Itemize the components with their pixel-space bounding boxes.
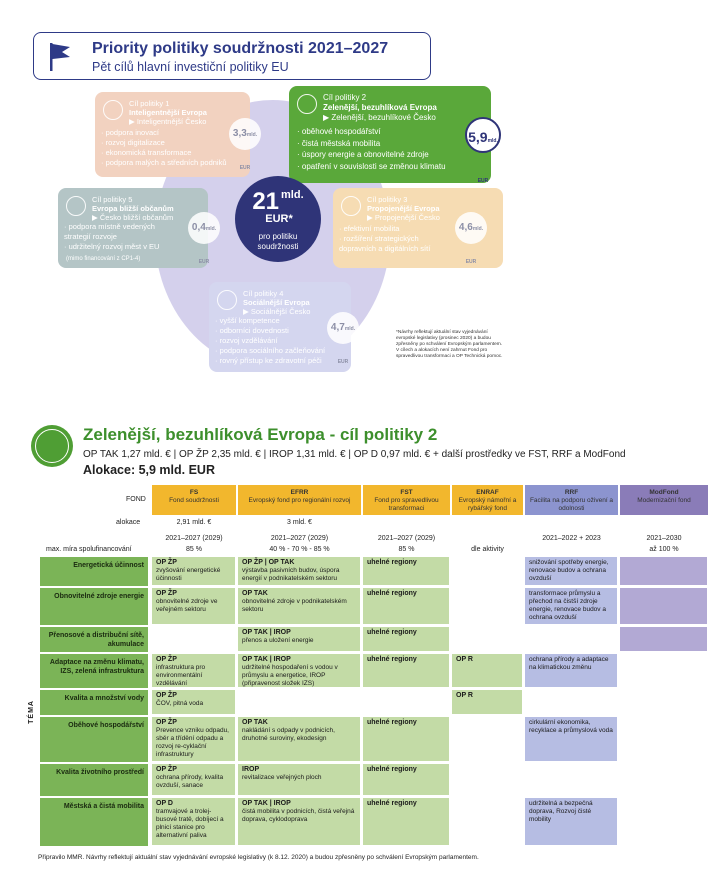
fund-rate: 85 % <box>186 546 202 553</box>
goal-1-subtitle: ▶ Inteligentnější Česko <box>129 117 207 126</box>
cell-text: obnovitelné zdroje ve veřejném sektoru <box>156 598 218 613</box>
table-cell <box>452 588 523 625</box>
amount-unit: mld. EUR <box>337 326 356 365</box>
cell-text: snižování spotřeby energie, renovace budov a ochrana ovzduší <box>529 559 609 582</box>
goal-1-title: Inteligentnější Evropa <box>129 108 207 117</box>
list-item: · podpora místně vedených strategií rozvoje <box>64 222 179 242</box>
goal-3-subtitle: ▶ Propojenější Česko <box>367 213 440 222</box>
cell-text: transformace průmyslu a přechod na čistší zdroje energie, renovace budov a ochrana ovzduší <box>529 590 606 621</box>
cell-program: uhelné regiony <box>367 719 417 726</box>
cell-text: čistá mobilita v podnicích, čistá veřejná doprava, cyklodoprava <box>242 808 355 823</box>
table-cell <box>363 588 450 625</box>
head-icon <box>217 290 237 310</box>
cell-text: přenos a uložení energie <box>242 637 314 644</box>
cell-program: OP ŽP | OP TAK <box>242 559 295 566</box>
cell-text: zvyšování energetické účinnosti <box>156 567 221 582</box>
table-cell <box>620 654 708 688</box>
fund-name: Fond pro spravedlivou transformaci <box>374 497 439 512</box>
fond-label: FOND <box>126 496 146 503</box>
table-cell <box>525 764 618 796</box>
amount-value: 0,4 <box>191 222 206 233</box>
list-item: · čistá městská mobilita <box>297 138 446 150</box>
cell-program: OP ŽP <box>156 559 177 566</box>
cell-program: OP TAK <box>242 719 268 726</box>
list-item: · podpora inovací <box>101 128 227 138</box>
table-cell <box>238 627 361 652</box>
fund-rate: 40 % - 70 % - 85 % <box>269 546 330 553</box>
fund-header-modfond <box>620 485 708 515</box>
fund-rate: dle aktivity <box>471 546 504 553</box>
goal-4-list <box>215 316 325 366</box>
table-cell <box>363 627 450 652</box>
cell-program: OP R <box>456 656 473 663</box>
total-unit: mld. <box>281 189 304 201</box>
cell-program: uhelné regiony <box>367 656 417 663</box>
goal-5-subtitle: ▶ Česko bližší občanům <box>92 213 174 222</box>
amount-value: 4,7 <box>330 322 345 333</box>
goal-2-card <box>289 86 491 183</box>
cell-program: OP D <box>156 800 173 807</box>
table-cell <box>238 557 361 586</box>
total-caption: pro politiku <box>258 232 298 241</box>
cell-program: OP TAK <box>242 590 268 597</box>
cell-program: uhelné regiony <box>367 766 417 773</box>
cell-text: udržitelné hospodaření s vodou v průmyslu a energetice, IROP (připravenost složek IZS) <box>242 664 338 687</box>
table-cell <box>525 798 618 846</box>
goal-3-number: Cíl politiky 3 <box>367 195 408 204</box>
cell-program: OP TAK | IROP <box>242 656 291 663</box>
goal-5-list <box>64 222 179 252</box>
fund-name: Facilita na podporu oživení a odolnosti <box>529 497 614 512</box>
fund-header-fst <box>363 485 450 515</box>
train-icon <box>341 196 361 216</box>
op-allocations: OP TAK 1,27 mld. € | OP ŽP 2,35 mld. € | IROP 1,31 mld. € | OP D 0,97 mld. € + další prostředky ve FST, RRF a ModFond <box>83 449 626 460</box>
goal-3-card <box>333 188 503 268</box>
table-cell <box>238 764 361 796</box>
footnote: *Návrhy reflektují aktuální stav vyjednávání evropské legislativy (prosinec 2020) a budou zpřesněny po schválení Evropským parlamentem. V cílech a alokacích není zahrnut Fond pro spravedlivou transformaci a OP Technická pomoc. <box>396 330 503 359</box>
goal-2-number: Cíl politiky 2 <box>323 93 367 102</box>
table-cell <box>452 557 523 586</box>
fund-rate: až 100 % <box>649 546 679 553</box>
amount-unit: mld. EUR <box>198 226 217 265</box>
list-item: · opatření v souvislosti se změnou klimatu <box>297 161 446 173</box>
location-icon <box>66 196 86 216</box>
goal-1-card <box>95 92 258 177</box>
list-item: · udržitelný rozvoj měst v EU <box>64 242 179 252</box>
fund-name: Modernizační fond <box>637 497 691 504</box>
theme-label: Městská a čistá mobilita <box>40 798 148 846</box>
fund-header-fs <box>152 485 236 515</box>
cell-program: OP ŽP <box>156 766 177 773</box>
cell-program: OP TAK | IROP <box>242 800 291 807</box>
total-value: 21 <box>252 188 280 215</box>
goal-2-subtitle: ▶ Zelenější, bezuhlíkové Česko <box>323 113 436 122</box>
list-item: · rovný přístup ke zdravotní péči <box>215 356 325 366</box>
theme-label: Přenosové a distribuční sítě, akumulace <box>40 627 148 652</box>
table-cell <box>363 690 450 715</box>
table-cell <box>152 764 236 796</box>
fund-rate: 85 % <box>398 546 415 553</box>
cell-program: OP ŽP <box>156 719 177 726</box>
table-cell <box>238 798 361 846</box>
cell-program: OP ŽP <box>156 692 177 699</box>
fund-code: ModFond <box>649 489 679 496</box>
footer-note: Připravilo MMR. Návrhy reflektují aktuální stav vyjednávání evropské legislativy (k 8.12. 2020) a budou zpřesněny po schválení Evropským parlamentem. <box>38 854 479 861</box>
fund-header-enraf <box>452 485 523 515</box>
cell-text: ČOV, pitná voda <box>156 700 204 707</box>
fund-name: Evropský námořní a rybářský fond <box>458 497 517 512</box>
goal-2-title: Zelenější, bezuhlíková Evropa <box>323 103 437 112</box>
flag-icon <box>48 41 72 73</box>
list-item: · ekonomická transformace <box>101 148 227 158</box>
goal-4-title: Sociálnější Evropa <box>243 298 310 307</box>
cell-text: udržitelná a bezpečná doprava, Rozvoj čisté mobility <box>529 800 593 823</box>
goal-4-subtitle: ▶ Sociálnější Česko <box>243 307 311 316</box>
table-cell <box>238 654 361 688</box>
cell-text: ochrana přírody a adaptace na klimatickou změnu <box>529 656 609 671</box>
table-cell <box>525 588 618 625</box>
table-cell <box>452 627 523 652</box>
table-cell <box>452 690 523 715</box>
goal-5-amount <box>188 212 220 265</box>
goal-5-card <box>58 188 217 268</box>
list-item: · podpora sociálního začleňování <box>215 346 325 356</box>
total-caption: soudržnosti <box>257 242 299 251</box>
list-item: · podpora malých a středních podniků <box>101 158 227 168</box>
cell-text: revitalizace veřejných ploch <box>242 774 322 781</box>
cell-text: cirkulární ekonomika, recyklace a průmyslová voda <box>529 719 613 734</box>
theme-label: Obnovitelné zdroje energie <box>40 588 148 625</box>
table-cell <box>363 764 450 796</box>
mira-label: max. míra spolufinancování <box>46 546 132 553</box>
theme-label: Kvalita životního prostředí <box>40 764 148 796</box>
fund-period: 2021–2027 (2029) <box>270 535 329 542</box>
goal-3-amount <box>455 212 487 265</box>
cell-text: obnovitelné zdroje v podnikatelském sektoru <box>242 598 347 613</box>
allocation-total: Alokace: 5,9 mld. EUR <box>83 463 215 477</box>
goal-3-list <box>339 224 454 254</box>
table-cell <box>152 717 236 762</box>
goal-5-title: Evropa bližší občanům <box>92 204 174 213</box>
list-item: · oběhové hospodářství <box>297 126 446 138</box>
leaf-icon <box>297 94 317 114</box>
cell-program: uhelné regiony <box>367 559 417 566</box>
page-subtitle: Pět cílů hlavní investiční politiky EU <box>92 60 289 74</box>
table-cell <box>525 654 618 688</box>
table-cell <box>525 627 618 652</box>
table-cell <box>525 717 618 762</box>
table-cell <box>452 798 523 846</box>
goal-2-amount <box>465 117 501 184</box>
fund-code: FST <box>400 489 413 496</box>
table-cell <box>152 798 236 846</box>
table-cell <box>152 654 236 688</box>
table-cell <box>620 764 708 796</box>
page-title: Priority politiky soudržnosti 2021–2027 <box>92 40 389 57</box>
fund-period: 2021–2027 (2029) <box>165 535 223 542</box>
list-item: · vyšší kompetence <box>215 316 325 326</box>
table-cell <box>620 588 708 625</box>
cell-text: ochrana přírody, kvalita ovzduší, sanace <box>156 774 224 789</box>
bulb-icon <box>103 100 123 120</box>
cell-program: uhelné regiony <box>367 800 417 807</box>
fund-name: Fond soudržnosti <box>169 497 219 504</box>
header-box <box>33 32 431 80</box>
list-item: · odborníci dovednosti <box>215 326 325 336</box>
table-cell <box>525 690 618 715</box>
total-currency: EUR* <box>265 213 293 225</box>
cell-text: výstavba pasivních budov, úspora energií v podnikatelském sektoru <box>242 567 340 582</box>
amount-value: 5,9 <box>468 129 488 145</box>
list-item: · efektivní mobilita <box>339 224 454 234</box>
list-item: · rozšíření strategických dopravních a digitálních sítí <box>339 234 454 254</box>
cell-program: OP TAK | IROP <box>242 629 291 636</box>
goal-4-card <box>209 282 356 372</box>
amount-value: 3,3 <box>232 128 247 139</box>
table-cell <box>452 717 523 762</box>
table-cell <box>363 557 450 586</box>
cell-text: Prevence vzniku odpadu, sběr a třídění odpadu a rozvoj re-cyklační infrastruktury <box>156 727 229 758</box>
cell-program: OP R <box>456 692 473 699</box>
section-title: Zelenější, bezuhlíková Evropa - cíl politiky 2 <box>83 425 438 444</box>
table-cell <box>152 690 236 715</box>
table-cell <box>363 717 450 762</box>
fund-name: Evropský fond pro regionální rozvoj <box>248 497 351 504</box>
table-cell <box>152 588 236 625</box>
alokace-label: alokace <box>116 519 141 526</box>
theme-label: Kvalita a množství vody <box>40 690 148 715</box>
table-cell <box>620 798 708 846</box>
table-cell <box>238 588 361 625</box>
fund-period: 2021–2022 + 2023 <box>542 535 601 542</box>
table-cell <box>363 798 450 846</box>
table-cell <box>620 690 708 715</box>
fund-period: 2021–2027 (2029) <box>377 535 436 542</box>
theme-label: Oběhové hospodářství <box>40 717 148 762</box>
fund-alok: 3 mld. € <box>287 519 312 526</box>
list-item: · rozvoj vzdělávání <box>215 336 325 346</box>
fund-period: 2021–2030 <box>646 535 682 542</box>
table-cell <box>152 557 236 586</box>
fund-code: EFRR <box>290 489 309 496</box>
fund-code: ENRAF <box>476 489 499 496</box>
amount-value: 4,6 <box>458 222 473 233</box>
table-cell <box>452 764 523 796</box>
goal-5-number: Cíl politiky 5 <box>92 195 133 204</box>
table-cell <box>452 654 523 688</box>
amount-unit: mld. EUR <box>477 138 498 184</box>
goal-5-note: (mimo financování z CP1-4) <box>66 256 141 262</box>
leaf-hands-icon <box>31 425 73 467</box>
table-cell <box>620 557 708 586</box>
amount-unit: mld. EUR <box>465 226 484 265</box>
table-cell <box>525 557 618 586</box>
cell-text: infrastruktura pro environmentální vzdělávání <box>156 664 206 687</box>
center-total <box>235 176 321 262</box>
theme-label: Adaptace na změnu klimatu, IZS, zelená infrastruktura <box>40 654 148 688</box>
table-cell <box>238 717 361 762</box>
goal-2-list <box>297 126 446 172</box>
fund-header-efrr <box>238 485 361 515</box>
cell-program: uhelné regiony <box>367 629 417 636</box>
goal-4-number: Cíl politiky 4 <box>243 289 284 298</box>
list-item: · úspory energie a obnovitelné zdroje <box>297 149 446 161</box>
fund-code: RRF <box>564 489 579 496</box>
amount-unit: mld. EUR <box>239 132 258 171</box>
tema-label: TÉMA <box>28 700 35 724</box>
table-cell <box>620 627 708 652</box>
table-cell <box>620 717 708 762</box>
table-cell <box>238 690 361 715</box>
fund-alok: 2,91 mld. € <box>176 519 212 526</box>
cell-text: tramvajové a trolej-busové tratě, dobíjecí a plnicí stanice pro alternativní paliva <box>156 808 224 839</box>
cell-program: OP ŽP <box>156 656 177 663</box>
fund-header-rrf <box>525 485 618 515</box>
cell-program: uhelné regiony <box>367 590 417 597</box>
goal-4-amount <box>327 312 359 365</box>
goal-1-number: Cíl politiky 1 <box>129 99 170 108</box>
cell-text: nakládání s odpady v podnicích, druhotné suroviny, ekodesign <box>242 727 335 742</box>
table-cell <box>363 654 450 688</box>
theme-label: Energetická účinnost <box>40 557 148 586</box>
table-cell <box>152 627 236 652</box>
goal-3-title: Propojenější Evropa <box>367 204 440 213</box>
fund-code: FS <box>189 489 199 496</box>
goal-1-list <box>101 128 227 168</box>
cell-program: OP ŽP <box>156 590 177 597</box>
cell-program: IROP <box>242 766 260 773</box>
list-item: · rozvoj digitalizace <box>101 138 227 148</box>
goal-1-amount <box>229 118 261 171</box>
